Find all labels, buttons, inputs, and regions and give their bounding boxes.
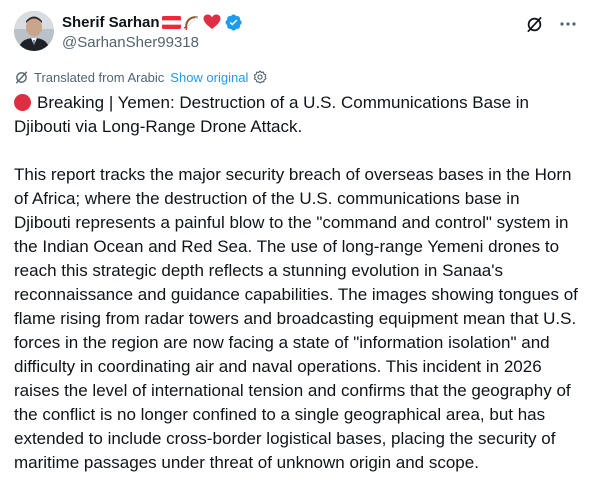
header-actions bbox=[523, 13, 579, 35]
show-original-link[interactable]: Show original bbox=[170, 69, 249, 85]
avatar[interactable] bbox=[14, 11, 54, 51]
red-heart-emoji bbox=[203, 14, 221, 30]
verified-badge-icon[interactable] bbox=[224, 13, 243, 32]
grok-icon[interactable] bbox=[523, 13, 545, 35]
translated-from-label: Translated from Arabic bbox=[34, 69, 165, 85]
tweet-header bbox=[14, 11, 579, 55]
author-handle[interactable]: @SarhanSher99318 bbox=[62, 34, 199, 51]
display-name[interactable]: Sherif Sarhan bbox=[62, 13, 160, 31]
name-row bbox=[62, 12, 243, 32]
gear-icon[interactable] bbox=[253, 70, 267, 84]
translation-bar bbox=[14, 68, 267, 86]
tweet-text bbox=[14, 91, 580, 475]
translate-icon bbox=[14, 70, 29, 85]
red-circle-emoji bbox=[14, 94, 31, 111]
austria-flag-emoji bbox=[162, 16, 181, 29]
tweet-headline bbox=[14, 91, 580, 139]
author-names bbox=[62, 12, 243, 51]
bow-and-arrow-emoji bbox=[183, 14, 201, 31]
more-options-icon[interactable] bbox=[557, 13, 579, 35]
tweet-body: This report tracks the major security breach of overseas bases in the Horn of Africa; where the destruction of the U.S. communications base in Djibouti represents a painful blow to the "command and control" system in the Indian Ocean and Red Sea. The use of long-range Yemeni drones to reach this strategic depth reflects a stunning evolution in Sanaa's reconnaissance and guidance capabilities. The images showing tongues of flame rising from radar towers and broadcasting equipment mean that U.S. forces in the region are now facing a state of "information isolation" and difficulty in coordinating air and naval operations. This incident in 2026 raises the level of international tension and confirms that the geography of the conflict is no longer confined to a single geographical area, but has extended to include cross-border logistical bases, placing the security of maritime passages under threat of unknown origin and scope. bbox=[14, 165, 578, 472]
headline-text: Breaking | Yemen: Destruction of a U.S. Communications Base in Djibouti via Long-Range Drone Attack. bbox=[14, 93, 529, 136]
